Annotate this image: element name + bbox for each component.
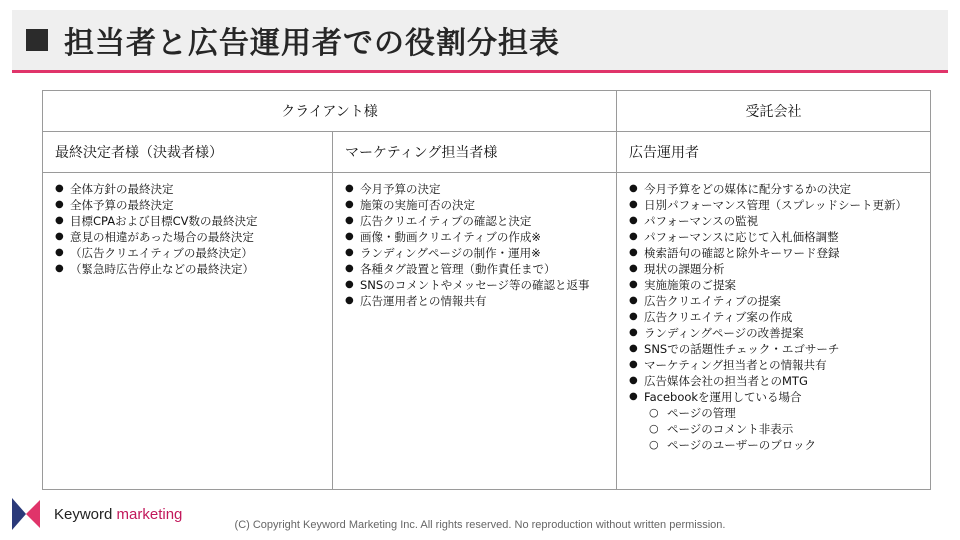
list-item: ● 意見の相違があった場合の最終決定 bbox=[55, 229, 324, 245]
logo-word-marketing: marketing bbox=[116, 505, 183, 523]
marketing-list bbox=[345, 181, 608, 309]
list-item: ● ランディングページの改善提案 bbox=[629, 325, 922, 341]
list-item: ● 施策の実施可否の決定 bbox=[345, 197, 608, 213]
decision-maker-list bbox=[55, 181, 324, 277]
title-bar bbox=[12, 10, 948, 73]
list-item: ● 現状の課題分析 bbox=[629, 261, 922, 277]
list-item: ● 各種タグ設置と管理（動作責任まで） bbox=[345, 261, 608, 277]
title-square-icon bbox=[26, 29, 48, 51]
list-item: ● SNSでの話題性チェック・エゴサーチ bbox=[629, 341, 922, 357]
list-item: ○ ページのコメント非表示 bbox=[629, 421, 922, 437]
list-item: ● 全体方針の最終決定 bbox=[55, 181, 324, 197]
marketing-cell bbox=[333, 173, 617, 490]
list-item: ● 全体予算の最終決定 bbox=[55, 197, 324, 213]
list-item: ● SNSのコメントやメッセージ等の確認と返事 bbox=[345, 277, 608, 293]
column-header-marketing: マーケティング担当者様 bbox=[333, 132, 617, 173]
list-item: ● 広告クリエイティブの確認と決定 bbox=[345, 213, 608, 229]
list-item: ● 広告クリエイティブ案の作成 bbox=[629, 309, 922, 325]
list-item: ● 広告運用者との情報共有 bbox=[345, 293, 608, 309]
list-item: ● 広告媒体会社の担当者とのMTG bbox=[629, 373, 922, 389]
list-item: ● 日別パフォーマンス管理（スプレッドシート更新） bbox=[629, 197, 922, 213]
column-header-ad-operator: 広告運用者 bbox=[617, 132, 931, 173]
page-title: 担当者と広告運用者での役割分担表 bbox=[64, 26, 560, 61]
list-item: ● 画像・動画クリエイティブの作成※ bbox=[345, 229, 608, 245]
facebook-sub-list bbox=[629, 405, 922, 453]
list-item: ● パフォーマンスの監視 bbox=[629, 213, 922, 229]
roles-table bbox=[42, 90, 931, 490]
list-item: ● 実施施策のご提案 bbox=[629, 277, 922, 293]
list-item: ● 広告クリエイティブの提案 bbox=[629, 293, 922, 309]
ad-operator-list bbox=[629, 181, 922, 405]
list-item: ○ ページの管理 bbox=[629, 405, 922, 421]
column-header-decision-maker: 最終決定者様（決裁者様） bbox=[43, 132, 333, 173]
header-vendor-group: 受託会社 bbox=[617, 91, 931, 132]
list-item: ○ ページのユーザーのブロック bbox=[629, 437, 922, 453]
list-item: ● （広告クリエイティブの最終決定） bbox=[55, 245, 324, 261]
header-client-group: クライアント様 bbox=[43, 91, 617, 132]
list-item: ● 今月予算の決定 bbox=[345, 181, 608, 197]
copyright-text: (C) Copyright Keyword Marketing Inc. All rights reserved. No reproduction without written permission. bbox=[234, 519, 726, 531]
list-item: ● 今月予算をどの媒体に配分するかの決定 bbox=[629, 181, 922, 197]
logo-word-keyword: Keyword bbox=[54, 505, 113, 523]
list-item: ● マーケティング担当者との情報共有 bbox=[629, 357, 922, 373]
list-item: ● ランディングページの制作・運用※ bbox=[345, 245, 608, 261]
list-item: ● Facebookを運用している場合 bbox=[629, 389, 922, 405]
list-item: ● パフォーマンスに応じて入札価格調整 bbox=[629, 229, 922, 245]
decision-maker-cell bbox=[43, 173, 333, 490]
list-item: ● （緊急時広告停止などの最終決定） bbox=[55, 261, 324, 277]
list-item: ● 検索語句の確認と除外キーワード登録 bbox=[629, 245, 922, 261]
list-item: ● 目標CPAおよび目標CV数の最終決定 bbox=[55, 213, 324, 229]
ad-operator-cell bbox=[617, 173, 931, 490]
